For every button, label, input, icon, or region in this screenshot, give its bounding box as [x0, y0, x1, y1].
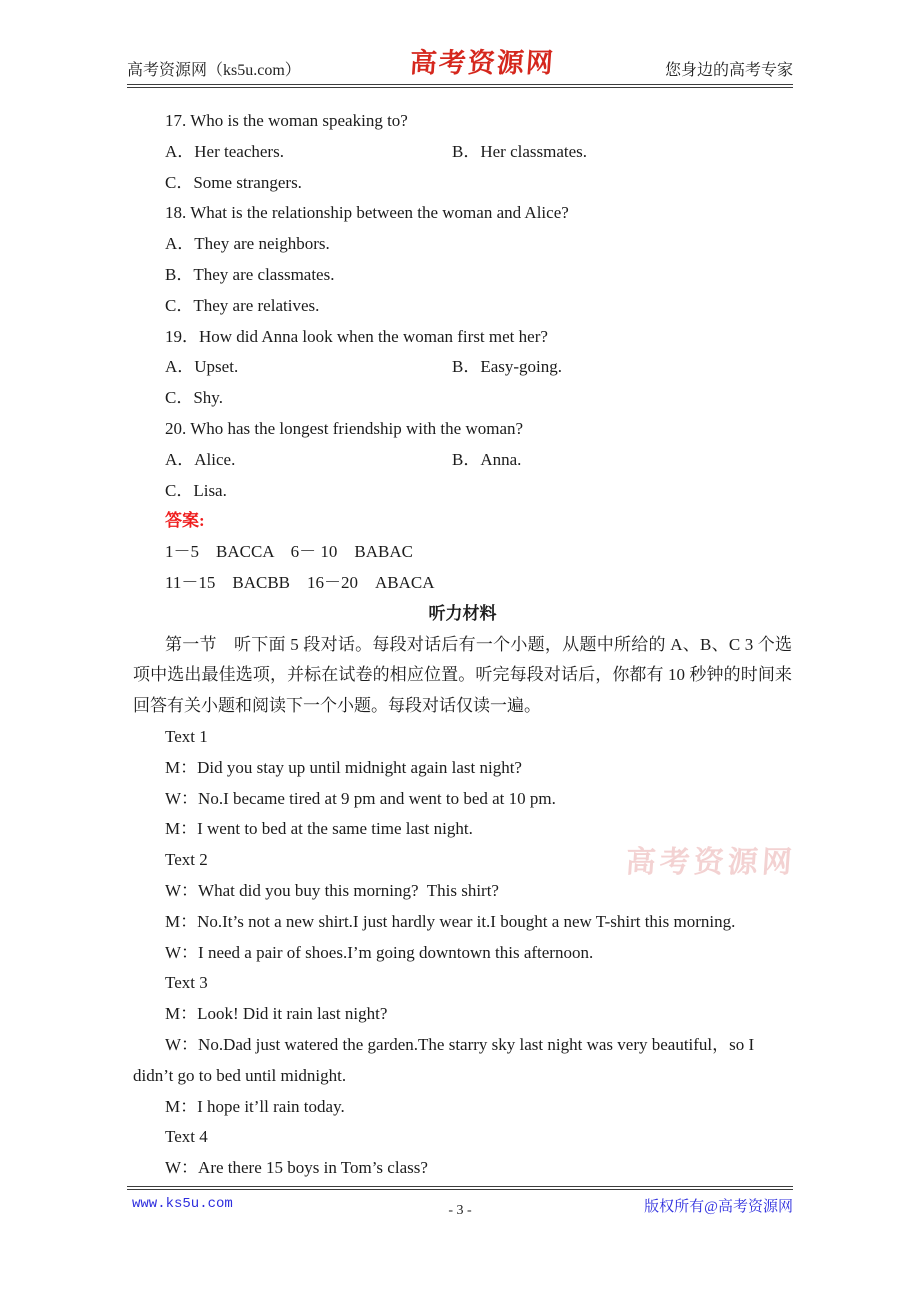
option-b: B．Easy-going. [452, 357, 563, 377]
site-slogan: 您身边的高考专家 [664, 62, 793, 79]
footer-url[interactable]: www.ks5u.com [132, 1196, 233, 1212]
answers-line-2: 11－15 BACBB 16－20 ABACA [165, 572, 435, 592]
option-a: A．Upset. [165, 357, 239, 377]
option-b: B．Anna. [452, 449, 522, 469]
question-17-option-row [133, 168, 792, 199]
dialogue-line: M：I hope it’ll rain today. [165, 1096, 345, 1116]
text-2-label: Text 2 [165, 850, 208, 870]
site-name: 高考资源网（ks5u.com） [127, 62, 301, 79]
site-logo: 高考资源网 [409, 48, 557, 78]
text-4-label: Text 4 [165, 1127, 208, 1147]
dialogue-line: W：Are there 15 boys in Tom’s class? [165, 1158, 428, 1178]
option-b: B．Her classmates. [452, 141, 588, 161]
question-19-option-row [133, 352, 792, 383]
question-20-option-row [133, 445, 792, 476]
listening-intro: 第一节 听下面 5 段对话。每段对话后有一个小题，从题中所给的 A、B、C 3 个选项中选出最佳选项，并标在试卷的相应位置。听完每段对话后，你都有 10 秒钟的时间来回答有关小题和阅读下一个小题。每段对话仅读一遍。 [133, 634, 792, 716]
footer-copyright: 版权所有@高考资源网 [644, 1199, 793, 1215]
option-a: A．Alice. [165, 449, 236, 469]
question-20-option-row [133, 476, 792, 507]
listening-title: 听力材料 [428, 603, 497, 623]
option-a: A．Her teachers. [165, 141, 284, 161]
dialogue-line: W：No.Dad just watered the garden.The starry sky last night was very beautiful，so I didn’t go to bed until midnight. [133, 1034, 759, 1085]
option-c: C．Some strangers. [165, 172, 302, 192]
question-18-stem: 18. What is the relationship between the woman and Alice? [165, 203, 569, 223]
page-header [127, 0, 793, 88]
dialogue-line: M：No.It’s not a new shirt.I just hardly wear it.I bought a new T-shirt this morning. [165, 911, 736, 931]
dialogue-line: W：No.I became tired at 9 pm and went to bed at 10 pm. [165, 788, 556, 808]
dialogue-line: M：I went to bed at the same time last night. [165, 819, 473, 839]
option-a: A．They are neighbors. [165, 234, 330, 254]
option-c: C．Shy. [165, 388, 223, 408]
question-19-stem: 19．How did Anna look when the woman first met her? [165, 326, 548, 346]
document-body [133, 106, 792, 1184]
question-17-option-row [133, 137, 792, 168]
text-1-label: Text 1 [165, 726, 208, 746]
dialogue-line: W：What did you buy this morning? This shirt? [165, 880, 499, 900]
page-footer [127, 1186, 793, 1230]
text-3-label: Text 3 [165, 973, 208, 993]
option-c: C．Lisa. [165, 480, 227, 500]
question-17-stem: 17. Who is the woman speaking to? [165, 111, 408, 130]
option-c: C．They are relatives. [165, 295, 320, 315]
page-number: - 3 - [448, 1203, 472, 1218]
dialogue-line: M：Look! Did it rain last night? [165, 1004, 388, 1024]
answers-label: 答案: [165, 511, 205, 531]
question-19-option-row [133, 383, 792, 414]
dialogue-line: M：Did you stay up until midnight again last night? [165, 757, 522, 777]
question-18-option-row [133, 291, 792, 322]
dialogue-line: W：I need a pair of shoes.I’m going downtown this afternoon. [165, 942, 594, 962]
option-b: B．They are classmates. [165, 264, 335, 284]
watermark: 高考资源网 [624, 846, 797, 879]
question-20-stem: 20. Who has the longest friendship with the woman? [165, 418, 524, 438]
answers-line-1: 1－5 BACCA 6－ 10 BABAC [165, 542, 413, 562]
question-18-option-row [133, 260, 792, 291]
question-18-option-row [133, 229, 792, 260]
